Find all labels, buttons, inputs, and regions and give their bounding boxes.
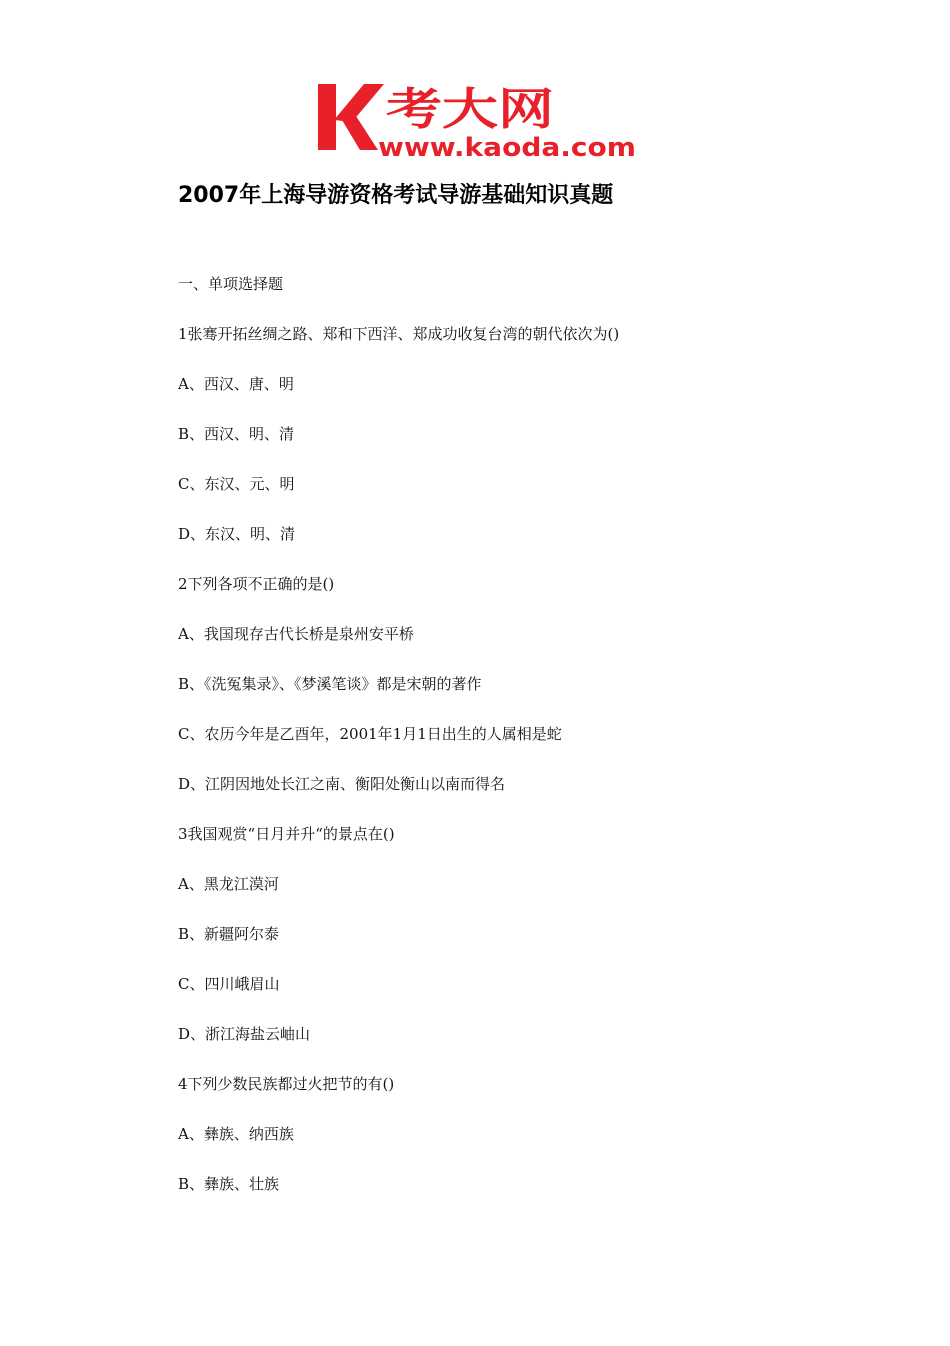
answer-option: D、浙江海盐云岫山	[178, 1025, 311, 1043]
answer-option: A、黑龙江漠河	[178, 875, 279, 893]
answer-option: D、江阴因地处长江之南、衡阳处衡山以南而得名	[178, 775, 506, 793]
answer-option: B、新疆阿尔泰	[178, 925, 280, 943]
logo-k-mark	[318, 84, 384, 161]
answer-option: B、西汉、明、清	[178, 425, 295, 443]
answer-option: C、东汉、元、明	[178, 475, 295, 493]
question-stem: 2下列各项不正确的是()	[178, 575, 335, 593]
kaoda-logo-graphic	[318, 80, 640, 162]
answer-option: C、农历今年是乙酉年，2001年1月1日出生的人属相是蛇	[178, 725, 562, 743]
answer-option: C、四川峨眉山	[178, 975, 280, 993]
answer-option: A、西汉、唐、明	[178, 375, 294, 393]
kaoda-logo	[318, 80, 640, 162]
logo-brand-cn: 考大网	[386, 84, 554, 135]
answer-option: D、东汉、明、清	[178, 525, 296, 543]
answer-option: B、彝族、壮族	[178, 1175, 280, 1193]
answer-option: A、彝族、纳西族	[178, 1125, 294, 1143]
question-stem: 1张骞开拓丝绸之路、郑和下西洋、郑成功收复台湾的朝代依次为()	[178, 325, 620, 343]
question-stem: 4下列少数民族都过火把节的有()	[178, 1075, 395, 1093]
question-stem: 3我国观赏“日月并升“的景点在()	[178, 825, 395, 843]
answer-option: A、我国现存古代长桥是泉州安平桥	[178, 625, 414, 643]
answer-option: B、《洗冤集录》、《梦溪笔谈》都是宋朝的著作	[178, 675, 482, 693]
section-heading: 一、单项选择题	[178, 275, 284, 293]
logo-url: www.kaoda.com	[378, 133, 636, 162]
document-title: 2007年上海导游资格考试导游基础知识真题	[178, 183, 614, 208]
